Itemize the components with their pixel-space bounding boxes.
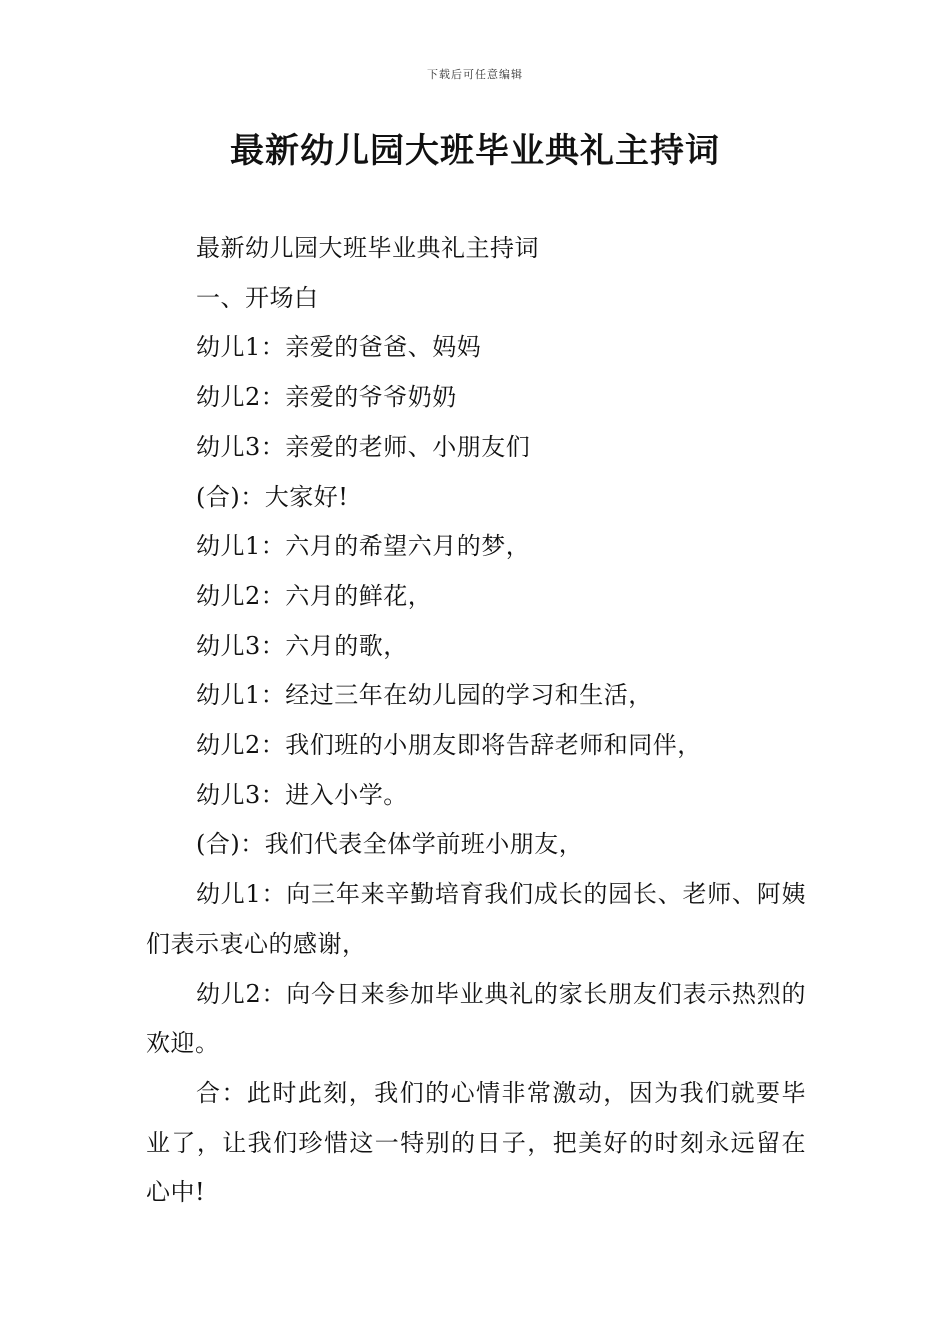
paragraph: 合：此时此刻，我们的心情非常激动，因为我们就要毕业了，让我们珍惜这一特别的日子，把美好的时刻永远留在心中! [146, 1078, 806, 1207]
paragraph: 幼儿3：进入小学。 [196, 780, 408, 809]
paragraph: 幼儿2：亲爱的爷爷奶奶 [196, 383, 457, 412]
paragraph: 幼儿1：经过三年在幼儿园的学习和生活， [196, 681, 653, 710]
page-header-note: 下载后可任意编辑 [427, 68, 523, 81]
paragraph: 幼儿2：我们班的小朋友即将告辞老师和同伴， [196, 731, 702, 760]
paragraph: (合)：我们代表全体学前班小朋友， [196, 830, 584, 859]
paragraph: 幼儿1：六月的希望六月的梦， [196, 532, 531, 561]
paragraph: 幼儿3：亲爱的老师、小朋友们 [196, 432, 531, 461]
paragraph: (合)：大家好! [196, 482, 349, 511]
paragraph: 幼儿3：六月的歌， [196, 631, 408, 660]
paragraph: 幼儿1：亲爱的爸爸、妈妈 [196, 333, 482, 362]
paragraph: 幼儿2：六月的鲜花， [196, 581, 433, 610]
document-body [146, 224, 806, 1218]
document-title: 最新幼儿园大班毕业典礼主持词 [230, 131, 720, 171]
paragraph: 幼儿2：向今日来参加毕业典礼的家长朋友们表示热烈的欢迎。 [146, 979, 806, 1058]
paragraph-subtitle: 最新幼儿园大班毕业典礼主持词 [196, 234, 539, 262]
paragraph: 幼儿1：向三年来辛勤培育我们成长的园长、老师、阿姨们表示衷心的感谢， [146, 880, 806, 958]
paragraph-section-heading: 一、开场白 [196, 283, 319, 312]
